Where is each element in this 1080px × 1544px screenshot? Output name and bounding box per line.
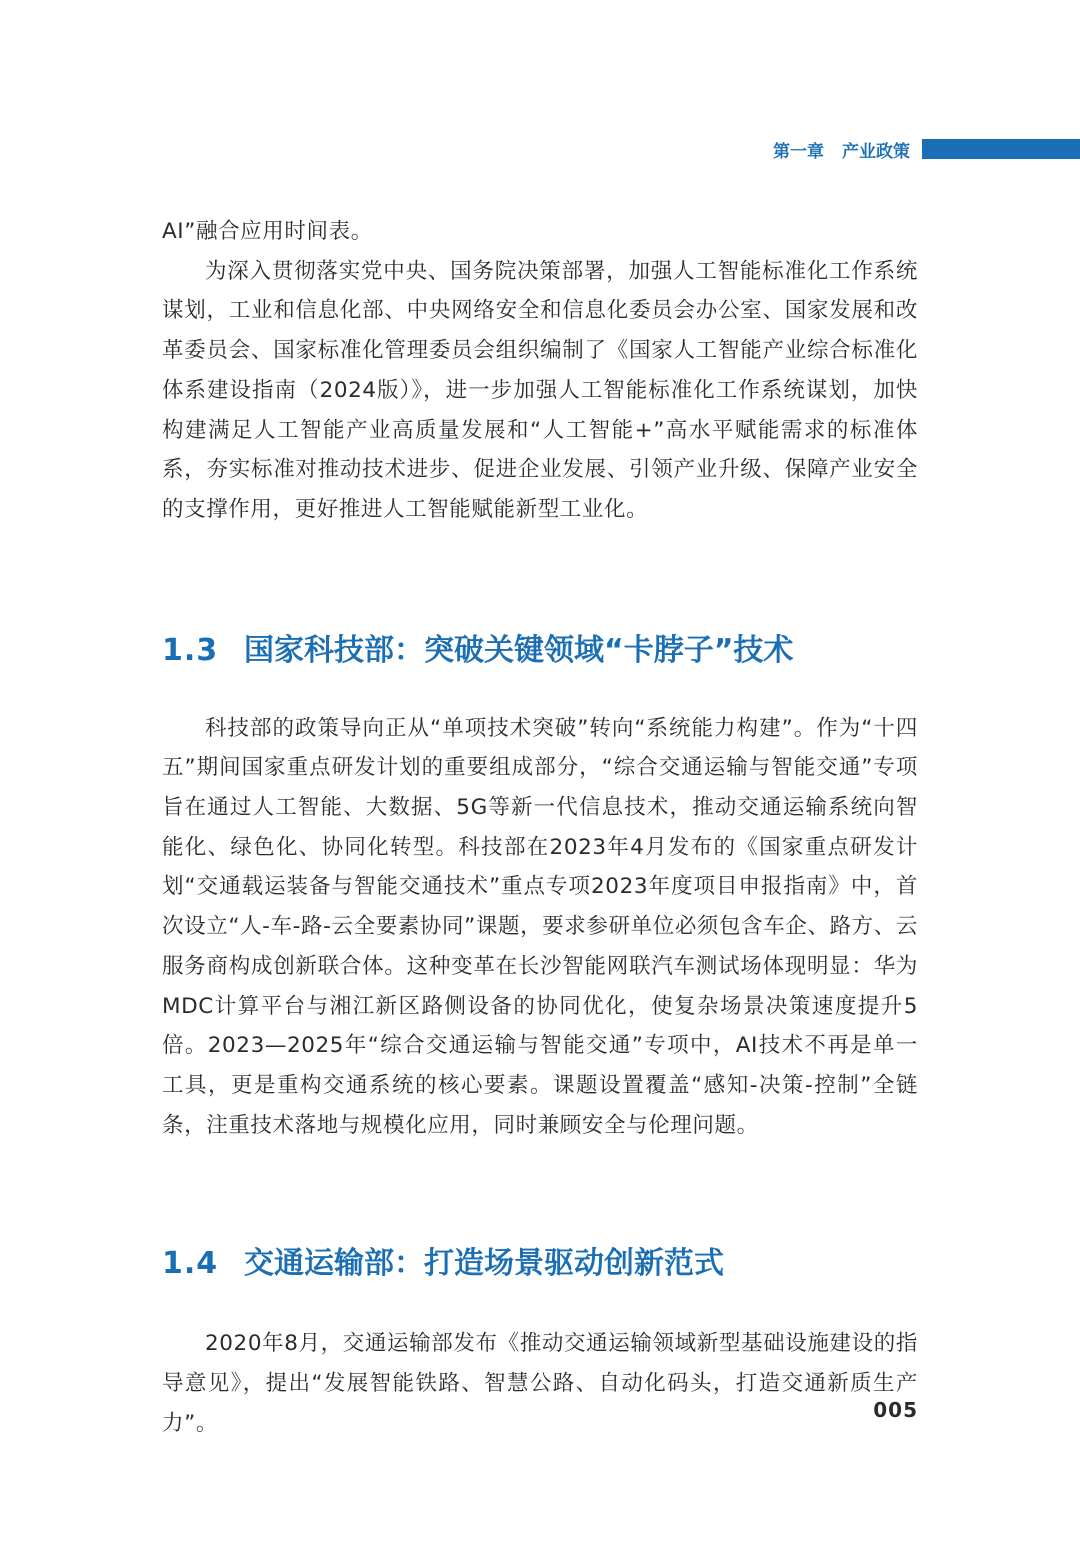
- running-header: [773, 136, 1080, 162]
- chapter-label: 第一章: [773, 141, 824, 162]
- header-accent-bar: [922, 139, 1080, 159]
- section-1-4-body: 2020年8月，交通运输部发布《推动交通运输领域新型基础设施建设的指导意见》，提出“发展智能铁路、智慧公路、自动化码头，打造交通新质生产力”。: [162, 1331, 918, 1436]
- section-title: 国家科技部：突破关键领域“卡脖子”技术: [244, 632, 794, 668]
- chapter-title: 产业政策: [842, 141, 910, 162]
- section-heading-1-3: [162, 625, 918, 669]
- paragraph-continuation: AI”融合应用时间表。: [162, 219, 373, 244]
- section-title: 交通运输部：打造场景驱动创新范式: [244, 1246, 724, 1282]
- section-1-3-body: 科技部的政策导向正从“单项技术突破”转向“系统能力构建”。作为“十四五”期间国家重点研发计划的重要组成部分，“综合交通运输与智能交通”专项旨在通过人工智能、大数据、5G等新一代信息技术，推动交通运输系统向智能化、绿色化、协同化转型。科技部在2023年4月发布的《国家重点研发计划“交通载运装备与智能交通技术”重点专项2023年度项目申报指南》中，首次设立“人-车-路-云全要素协同”课题，要求参研单位必须包含车企、路方、云服务商构成创新联合体。这种变革在长沙智能网联汽车测试场体现明显：华为MDC计算平台与湘江新区路侧设备的协同优化，使复杂场景决策速度提升5倍。2023—2025年“综合交通运输与智能交通”专项中，AI技术不再是单一工具，更是重构交通系统的核心要素。课题设置覆盖“感知-决策-控制”全链条，注重技术落地与规模化应用，同时兼顾安全与伦理问题。: [162, 715, 918, 1138]
- paragraph-standardization: 为深入贯彻落实党中央、国务院决策部署，加强人工智能标准化工作系统谋划，工业和信息化部、中央网络安全和信息化委员会办公室、国家发展和改革委员会、国家标准化管理委员会组织编制了《国家人工智能产业综合标准化体系建设指南（2024版）》，进一步加强人工智能标准化工作系统谋划，加快构建满足人工智能产业高质量发展和“人工智能+”高水平赋能需求的标准体系，夯实标准对推动技术进步、促进企业发展、引领产业升级、保障产业安全的支撑作用，更好推进人工智能赋能新型工业化。: [162, 258, 918, 522]
- page-content: [162, 212, 918, 1443]
- section-number: 1.3: [162, 632, 219, 668]
- section-number: 1.4: [162, 1246, 219, 1282]
- section-heading-1-4: [162, 1238, 918, 1282]
- page-number: 005: [873, 1398, 918, 1422]
- running-header-text: [773, 137, 910, 162]
